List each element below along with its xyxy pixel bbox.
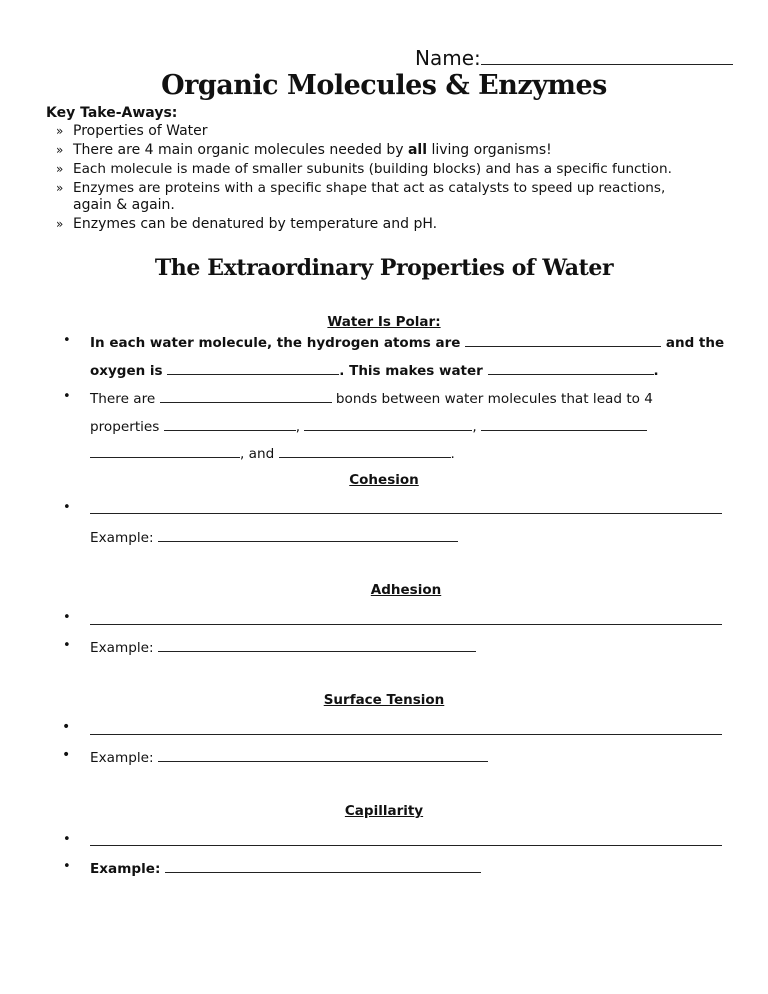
bond-type-blank[interactable]: [160, 388, 332, 403]
bullet: •: [62, 719, 71, 735]
property-blank-3[interactable]: [481, 416, 647, 431]
name-label: Name:: [415, 46, 481, 70]
cohesion-definition-blank[interactable]: [90, 513, 722, 514]
takeaway-item: » Enzymes can be denatured by temperature and pH.: [56, 216, 438, 232]
capillarity-example: Example:: [90, 858, 481, 877]
adhesion-heading: Adhesion: [370, 582, 442, 598]
takeaway-item: » Enzymes are proteins with a specific shape that act as catalysts to speed up reactions,: [56, 180, 666, 196]
polar-line-5: , and .: [90, 443, 455, 462]
cohesion-heading: Cohesion: [349, 472, 419, 488]
property-blank-1[interactable]: [164, 416, 296, 431]
bullet: •: [63, 638, 71, 653]
water-polarity-blank[interactable]: [488, 360, 654, 375]
bullet: •: [63, 859, 71, 874]
name-blank[interactable]: [481, 44, 733, 65]
polar-line-2: oxygen is . This makes water .: [90, 360, 659, 379]
bullet: •: [63, 333, 71, 348]
page-title: Organic Molecules & Enzymes: [161, 70, 607, 101]
bullet: •: [63, 500, 71, 515]
name-field[interactable]: [415, 44, 733, 70]
polar-line-4: properties , ,: [90, 416, 647, 435]
polar-heading: Water Is Polar:: [327, 314, 441, 330]
takeaways-heading: Key Take-Aways:: [46, 105, 178, 121]
adhesion-example: Example:: [90, 637, 476, 656]
property-blank-5[interactable]: [279, 443, 451, 458]
property-blank-2[interactable]: [304, 416, 472, 431]
section-title: The Extraordinary Properties of Water: [154, 255, 614, 281]
takeaway-item: » There are 4 main organic molecules needed by all living organisms!: [56, 142, 552, 158]
oxygen-charge-blank[interactable]: [167, 360, 339, 375]
bullet: •: [63, 389, 71, 404]
takeaway-item: » Properties of Water: [56, 123, 208, 139]
cohesion-example: Example:: [90, 527, 458, 546]
adhesion-definition-blank[interactable]: [90, 624, 722, 625]
surface-tension-definition-blank[interactable]: [90, 734, 722, 735]
bullet: •: [63, 610, 71, 625]
takeaway-item: » Each molecule is made of smaller subunits (building blocks) and has a specific function.: [56, 161, 672, 177]
polar-line-3: There are bonds between water molecules that lead to 4: [90, 388, 653, 407]
capillarity-example-blank[interactable]: [165, 858, 481, 873]
surface-tension-example-blank[interactable]: [158, 747, 488, 762]
polar-line-1: In each water molecule, the hydrogen atoms are and the: [90, 332, 724, 351]
capillarity-heading: Capillarity: [344, 803, 424, 819]
takeaway-item-continued: again & again.: [73, 197, 175, 213]
surface-tension-example: Example:: [90, 747, 488, 766]
capillarity-definition-blank[interactable]: [90, 845, 722, 846]
bullet: •: [62, 747, 71, 763]
cohesion-example-blank[interactable]: [158, 527, 458, 542]
hydrogen-charge-blank[interactable]: [465, 332, 661, 347]
adhesion-example-blank[interactable]: [158, 637, 476, 652]
bullet: •: [63, 832, 71, 847]
surface-tension-heading: Surface Tension: [323, 692, 445, 708]
property-blank-4[interactable]: [90, 443, 240, 458]
